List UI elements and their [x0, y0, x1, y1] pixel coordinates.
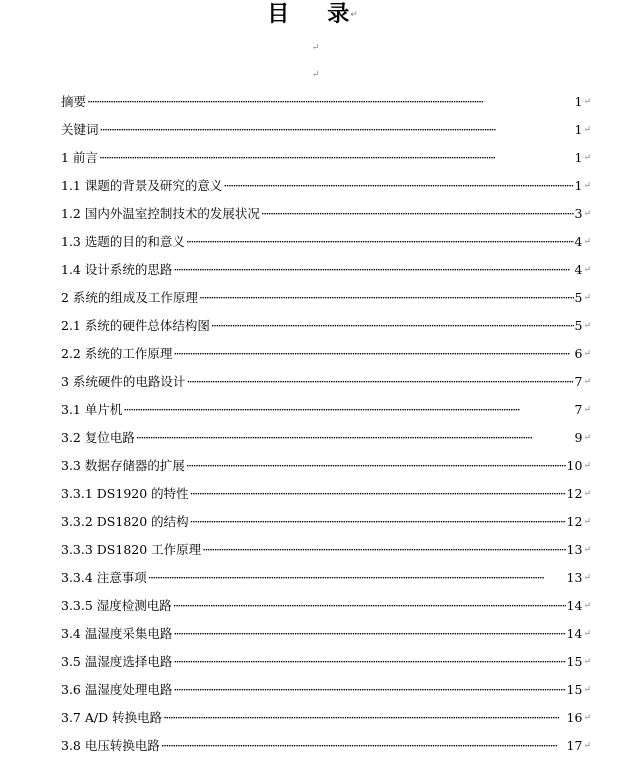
title-char-1: 目: [267, 2, 290, 27]
paragraph-mark-icon: ↵: [583, 713, 591, 723]
title-char-2: 录: [327, 2, 350, 27]
paragraph-mark-icon: ↵: [311, 69, 320, 80]
page-title: [0, 0, 625, 30]
paragraph-mark-icon: ↵: [311, 42, 320, 53]
toc-entry-label: 3.6 温湿度处理电路: [61, 682, 173, 697]
toc-entry-page: 15: [566, 682, 583, 697]
paragraph-mark-icon: ↵: [583, 405, 591, 415]
paragraph-mark-icon: ↵: [583, 237, 591, 247]
toc-entry-label: 3.3.5 湿度检测电路: [61, 598, 172, 613]
paragraph-mark-icon: ↵: [583, 209, 591, 219]
toc-entry-label: 3.3.1 DS1920 的特性: [61, 486, 189, 501]
toc-entry[interactable]: [61, 424, 591, 452]
toc-entry-page: 17: [566, 738, 583, 753]
toc-entry-page: 3: [574, 206, 583, 221]
toc-entry[interactable]: [61, 228, 591, 256]
toc-entry[interactable]: [61, 172, 591, 200]
toc-entry[interactable]: [61, 256, 591, 284]
paragraph-mark-icon: ↵: [583, 573, 591, 583]
paragraph-mark-icon: ↵: [350, 10, 358, 20]
toc-leader-dots: [173, 676, 565, 704]
toc-entry-label: 2.2 系统的工作原理: [61, 346, 173, 361]
paragraph-mark-icon: ↵: [583, 349, 591, 359]
toc-leader-dots: [161, 732, 566, 760]
toc-entry[interactable]: [61, 508, 591, 536]
toc-entry-page: 7: [574, 374, 583, 389]
paragraph-mark-icon: ↵: [583, 461, 591, 471]
toc-leader-dots: [163, 704, 565, 732]
toc-entry-page: 14: [566, 598, 583, 613]
toc-leader-dots: [199, 284, 574, 312]
toc-entry[interactable]: [61, 676, 591, 704]
toc-entry-label: 3.3 数据存储器的扩展: [61, 458, 185, 473]
paragraph-mark-icon: ↵: [583, 321, 591, 331]
toc-leader-dots: [173, 592, 566, 620]
toc-entry-page: 14: [566, 626, 583, 641]
toc-leader-dots: [186, 368, 573, 396]
paragraph-mark-icon: ↵: [583, 741, 591, 751]
toc-leader-dots: [186, 452, 566, 480]
toc-entry-page: 1: [574, 122, 583, 137]
toc-leader-dots: [261, 200, 574, 228]
paragraph-mark-icon: ↵: [583, 657, 591, 667]
toc-entry-page: 4: [574, 262, 583, 277]
paragraph-mark-icon: ↵: [583, 265, 591, 275]
toc-entry[interactable]: [61, 200, 591, 228]
toc-leader-dots: [99, 144, 574, 172]
toc-entry-page: 10: [566, 458, 583, 473]
toc-entry[interactable]: [61, 704, 591, 732]
paragraph-mark-icon: ↵: [583, 629, 591, 639]
paragraph-mark-icon: ↵: [583, 181, 591, 191]
toc-entry-label: 3.3.2 DS1820 的结构: [61, 514, 189, 529]
paragraph-mark-icon: ↵: [583, 601, 591, 611]
toc-entry[interactable]: [61, 312, 591, 340]
toc-entry-page: 1: [574, 150, 583, 165]
paragraph-mark-icon: ↵: [583, 545, 591, 555]
paragraph-mark-icon: ↵: [583, 377, 591, 387]
toc-entry[interactable]: [61, 396, 591, 424]
toc-leader-dots: [211, 312, 574, 340]
toc-entry-label: 摘要: [61, 94, 87, 109]
toc-entry-page: 13: [566, 570, 583, 585]
paragraph-mark-icon: ↵: [583, 433, 591, 443]
toc-entry-label: 3.7 A/D 转换电路: [61, 710, 163, 725]
toc-entry-page: 1: [574, 178, 583, 193]
toc-entry-page: 15: [566, 654, 583, 669]
toc-leader-dots: [173, 648, 565, 676]
toc-entry[interactable]: [61, 648, 591, 676]
toc-entry-label: 1.1 课题的背景及研究的意义: [61, 178, 223, 193]
toc-leader-dots: [190, 508, 566, 536]
toc-entry-label: 3.2 复位电路: [61, 430, 135, 445]
toc-entry-label: 3 系统硬件的电路设计: [61, 374, 186, 389]
toc-entry-label: 2 系统的组成及工作原理: [61, 290, 198, 305]
toc-entry-label: 关键词: [61, 122, 99, 137]
toc-entry-label: 3.1 单片机: [61, 402, 123, 417]
toc-entry-page: 16: [566, 710, 583, 725]
toc-leader-dots: [123, 396, 573, 424]
paragraph-mark-icon: ↵: [583, 489, 591, 499]
toc-entry-label: 1.4 设计系统的思路: [61, 262, 173, 277]
toc-entry[interactable]: [61, 536, 591, 564]
toc-entry-label: 3.5 温湿度选择电路: [61, 654, 173, 669]
toc-leader-dots: [87, 88, 573, 116]
toc-entry-page: 12: [566, 514, 583, 529]
toc-leader-dots: [100, 116, 574, 144]
toc-leader-dots: [148, 564, 566, 592]
toc-entry[interactable]: [61, 592, 591, 620]
toc-entry-page: 12: [566, 486, 583, 501]
toc-leader-dots: [136, 424, 574, 452]
toc-leader-dots: [202, 536, 565, 564]
toc-leader-dots: [186, 228, 574, 256]
toc-leader-dots: [173, 340, 573, 368]
toc-entry[interactable]: [61, 340, 591, 368]
toc-entry[interactable]: [61, 144, 591, 172]
paragraph-mark-icon: ↵: [583, 685, 591, 695]
toc-entry-page: 13: [566, 542, 583, 557]
toc-leader-dots: [223, 172, 573, 200]
paragraph-mark-icon: ↵: [583, 125, 591, 135]
paragraph-mark-icon: ↵: [583, 153, 591, 163]
toc-entry-label: 1.2 国内外温室控制技术的发展状况: [61, 206, 260, 221]
toc-entry-label: 3.3.4 注意事项: [61, 570, 147, 585]
toc-entry[interactable]: [61, 116, 591, 144]
toc-leader-dots: [190, 480, 566, 508]
toc-entry-label: 1 前言: [61, 150, 98, 165]
toc-entry-label: 1.3 选题的目的和意义: [61, 234, 185, 249]
toc-entry[interactable]: [61, 452, 591, 480]
toc-entry-page: 9: [574, 430, 583, 445]
toc-leader-dots: [173, 620, 565, 648]
blank-line: [0, 40, 625, 54]
toc-entry[interactable]: [61, 480, 591, 508]
blank-line: [0, 67, 625, 81]
toc-entry-label: 3.3.3 DS1820 工作原理: [61, 542, 202, 557]
toc-entry-label: 2.1 系统的硬件总体结构图: [61, 318, 210, 333]
toc-entry-page: 7: [574, 402, 583, 417]
toc-entry-label: 3.8 电压转换电路: [61, 738, 160, 753]
toc-entry[interactable]: [61, 732, 591, 760]
paragraph-mark-icon: ↵: [583, 293, 591, 303]
toc-entry[interactable]: [61, 620, 591, 648]
toc-entry-page: 4: [574, 234, 583, 249]
toc-entry-page: 5: [574, 290, 583, 305]
paragraph-mark-icon: ↵: [583, 97, 591, 107]
toc-entry[interactable]: [61, 88, 591, 116]
toc-entry-page: 1: [574, 94, 583, 109]
toc-entry-label: 3.4 温湿度采集电路: [61, 626, 173, 641]
table-of-contents: [61, 88, 591, 760]
toc-entry-page: 6: [574, 346, 583, 361]
toc-entry[interactable]: [61, 284, 591, 312]
paragraph-mark-icon: ↵: [583, 517, 591, 527]
toc-leader-dots: [173, 256, 573, 284]
toc-entry[interactable]: [61, 564, 591, 592]
toc-entry[interactable]: [61, 368, 591, 396]
toc-entry-page: 5: [574, 318, 583, 333]
